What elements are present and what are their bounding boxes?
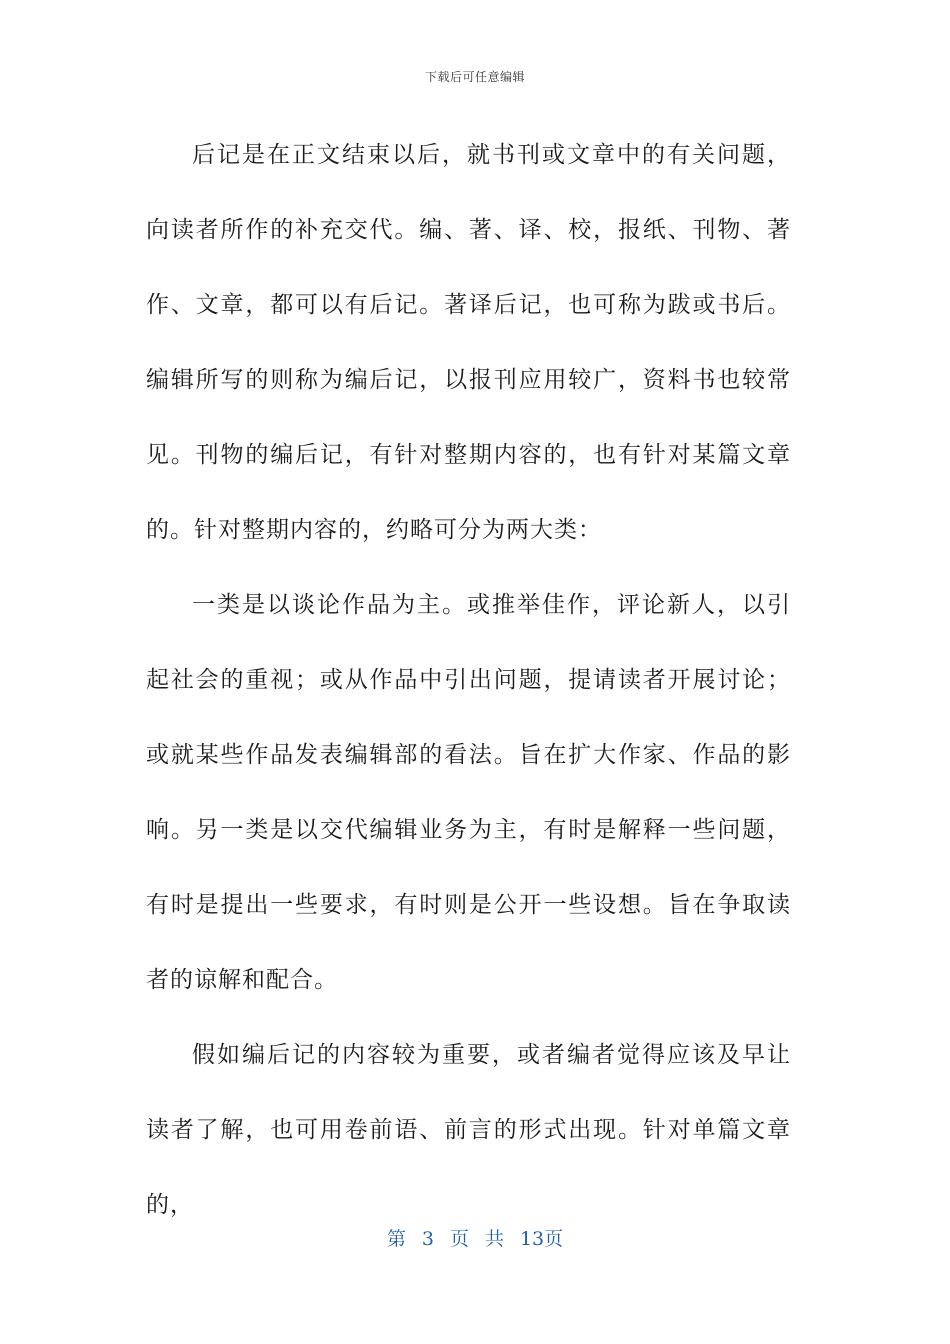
footer-current-page: 3 xyxy=(421,1228,434,1250)
footer-page-label: 页 xyxy=(449,1228,469,1250)
footer-prefix: 第 xyxy=(386,1228,406,1250)
paragraph-3: 假如编后记的内容较为重要，或者编者觉得应该及早让读者了解，也可用卷前语、前言的形式出现。针对单篇文章的， xyxy=(146,1042,791,1218)
page-number-footer xyxy=(0,1224,950,1251)
paragraph-2: 一类是以谈论作品为主。或推举佳作，评论新人，以引起社会的重视；或从作品中引出问题，提请读者开展讨论；或就某些作品发表编辑部的看法。旨在扩大作家、作品的影响。另一类是以交代编辑业务为主，有时是解释一些问题，有时是提出一些要求，有时则是公开一些设想。旨在争取读者的谅解和配合。 xyxy=(146,592,791,993)
header-note: 下载后可任意编辑 xyxy=(424,70,525,84)
body-text xyxy=(146,118,791,1243)
paragraph-1: 后记是在正文结束以后，就书刊或文章中的有关问题，向读者所作的补充交代。编、著、译、校，报纸、刊物、著作、文章，都可以有后记。著译后记，也可称为跋或书后。编辑所写的则称为编后记，以报刊应用较广，资料书也较常见。刊物的编后记，有针对整期内容的，也有针对某篇文章的。针对整期内容的，约略可分为两大类： xyxy=(146,142,791,543)
footer-total-label: 共 xyxy=(484,1228,504,1250)
footer-total-pages: 13页 xyxy=(519,1228,564,1250)
